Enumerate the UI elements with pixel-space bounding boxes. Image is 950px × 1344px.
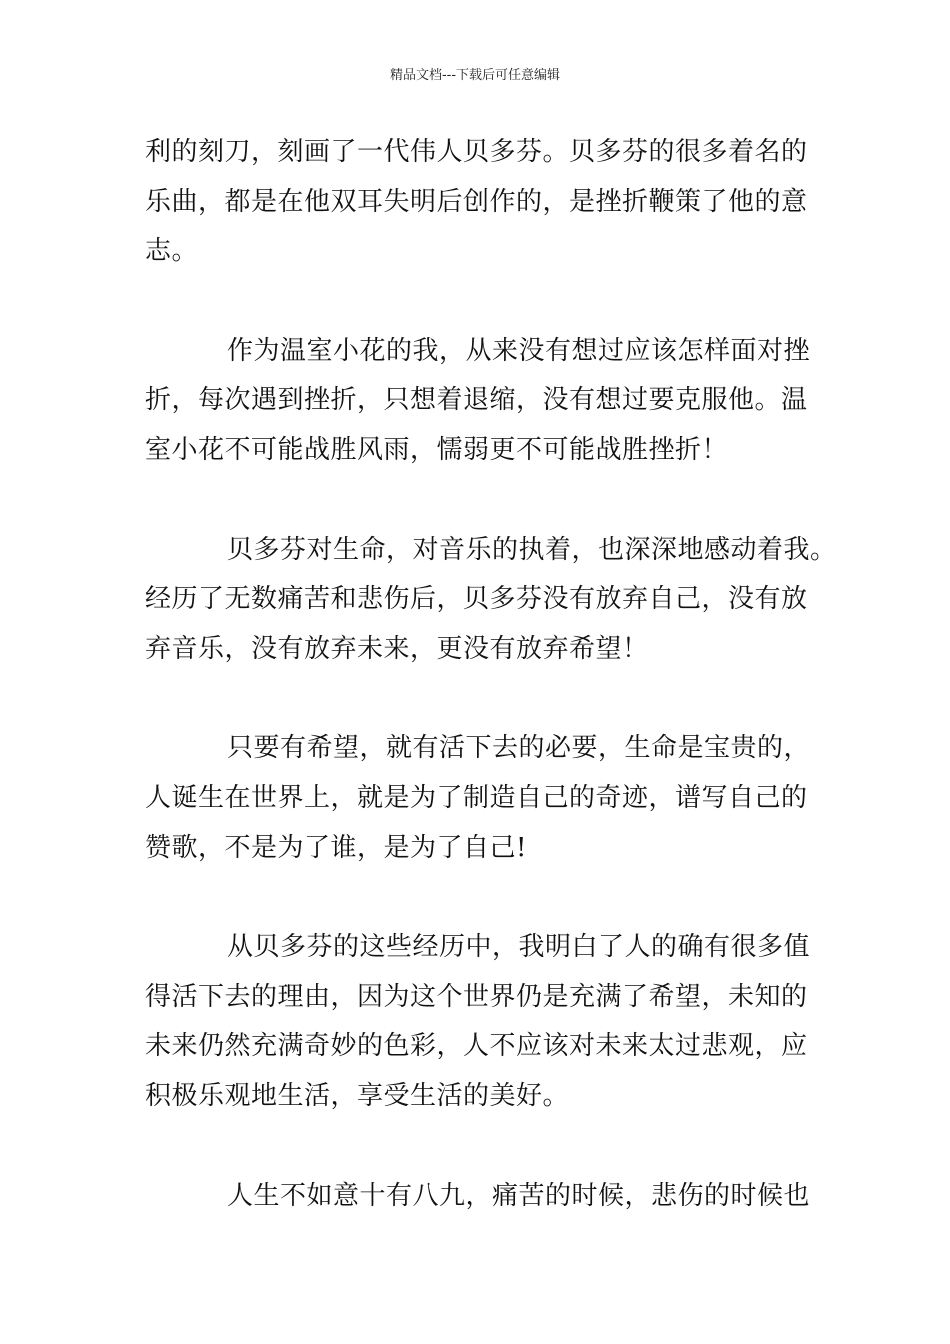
text-line: 人生不如意十有八九，痛苦的时候，悲伤的时候也	[227, 1180, 811, 1211]
page-header: 精品文档---下载后可任意编辑	[389, 68, 561, 83]
paragraph-4	[145, 724, 845, 873]
paragraph-1	[145, 128, 845, 277]
document-body	[145, 128, 845, 1271]
text-line: 贝多芬对生命，对音乐的执着，也深深地感动着我。	[227, 534, 837, 565]
paragraph-3	[145, 526, 845, 675]
paragraph-2	[145, 327, 845, 476]
text-line: 人诞生在世界上，就是为了制造自己的奇迹，谱写自己的	[145, 782, 808, 813]
text-line: 室小花不可能战胜风雨，懦弱更不可能战胜挫折！	[145, 434, 729, 465]
text-line: 未来仍然充满奇妙的色彩，人不应该对未来太过悲观，应	[145, 1031, 808, 1062]
text-line: 积极乐观地生活，享受生活的美好。	[145, 1080, 570, 1111]
paragraph-6	[145, 1172, 845, 1222]
text-line: 得活下去的理由，因为这个世界仍是充满了希望，未知的	[145, 981, 808, 1012]
text-line: 弃音乐，没有放弃未来，更没有放弃希望！	[145, 633, 649, 664]
text-line: 乐曲，都是在他双耳失明后创作的，是挫折鞭策了他的意	[145, 186, 808, 217]
text-line: 作为温室小花的我，从来没有想过应该怎样面对挫	[227, 335, 811, 366]
text-line: 只要有希望，就有活下去的必要，生命是宝贵的，	[227, 733, 811, 764]
paragraph-5	[145, 923, 845, 1121]
text-line: 赞歌，不是为了谁，是为了自己!	[145, 832, 527, 863]
text-line: 从贝多芬的这些经历中，我明白了人的确有很多值	[227, 932, 811, 963]
text-line: 经历了无数痛苦和悲伤后，贝多芬没有放弃自己，没有放	[145, 584, 808, 615]
text-line: 志。	[145, 236, 199, 267]
text-line: 利的刻刀，刻画了一代伟人贝多芬。贝多芬的很多着名的	[145, 137, 808, 167]
text-line: 折，每次遇到挫折，只想着退缩，没有想过要克服他。温	[145, 385, 808, 416]
